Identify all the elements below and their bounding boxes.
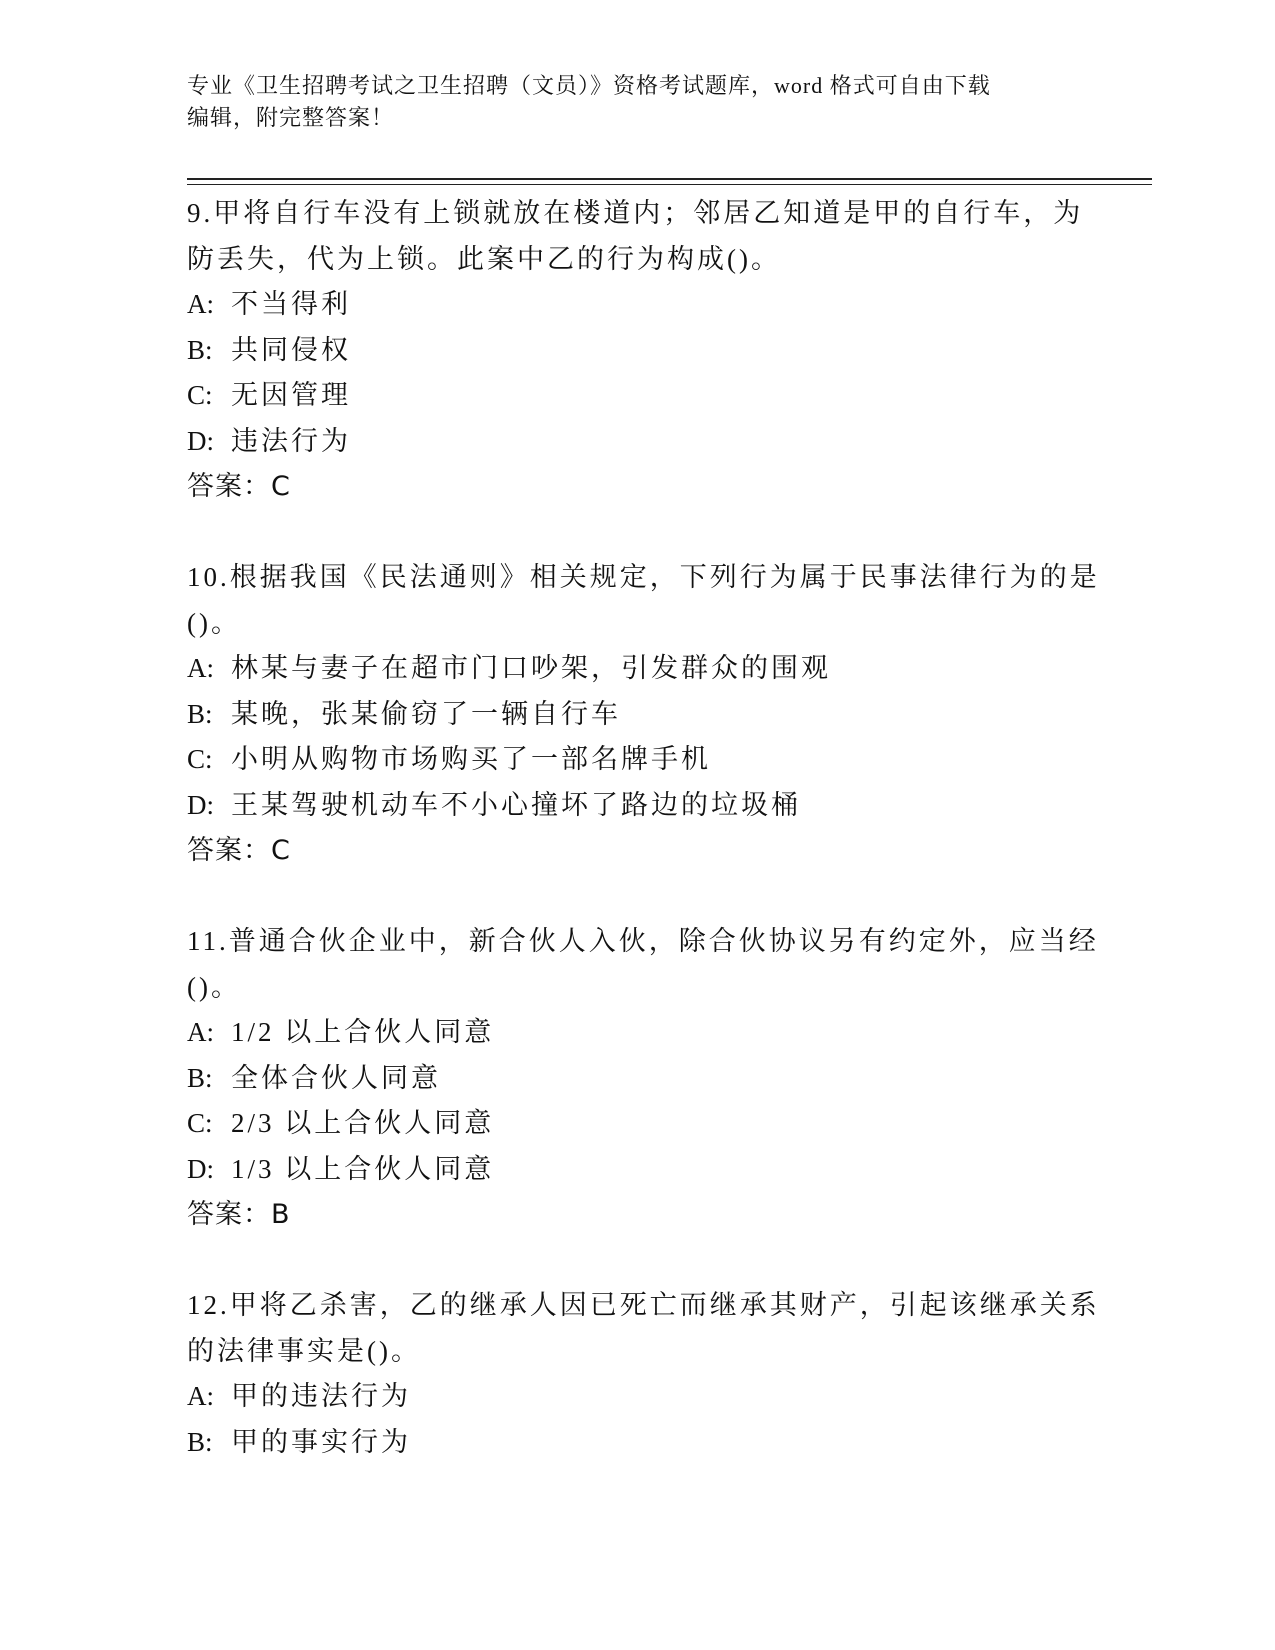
- option-key: A:: [187, 1381, 214, 1411]
- option-c: [187, 1101, 1087, 1147]
- header-divider-thin: [187, 184, 1152, 185]
- question-10: [187, 554, 1100, 874]
- header-line-1: 专业《卫生招聘考试之卫生招聘（文员）》资格考试题库，word 格式可自由下载: [187, 73, 991, 98]
- question-12: [187, 1282, 1100, 1465]
- option-text: 1/3 以上合伙人同意: [231, 1153, 495, 1184]
- option-b: [187, 328, 1087, 374]
- option-text: 无因管理: [231, 380, 351, 410]
- option-d: [187, 783, 1087, 829]
- question-text-line: 的法律事实是()。: [187, 1336, 421, 1366]
- question-text-line: 12.甲将乙杀害，乙的继承人因已死亡而继承其财产，引起该继承关系: [187, 1290, 1100, 1320]
- option-key: C:: [187, 380, 213, 410]
- option-key: D:: [187, 1153, 214, 1184]
- option-b: [187, 692, 1087, 738]
- option-d: [187, 1147, 1087, 1193]
- question-9: [187, 190, 1087, 510]
- option-text: 共同侵权: [231, 334, 351, 365]
- option-text: 小明从购物市场购买了一部名牌手机: [231, 744, 711, 774]
- option-text: 不当得利: [231, 289, 351, 319]
- document-header: [187, 70, 1067, 134]
- option-text: 全体合伙人同意: [231, 1062, 441, 1093]
- question-text-line: ()。: [187, 608, 241, 638]
- option-c: [187, 373, 1087, 419]
- question-list: [187, 190, 1100, 1509]
- option-text: 甲的事实行为: [231, 1426, 411, 1457]
- question-11: [187, 918, 1099, 1238]
- question-text-line: 10.根据我国《民法通则》相关规定，下列行为属于民事法律行为的是: [187, 562, 1100, 592]
- option-c: [187, 737, 1087, 783]
- option-key: D:: [187, 425, 214, 456]
- option-text: 林某与妻子在超市门口吵架，引发群众的围观: [231, 653, 831, 683]
- option-key: B:: [187, 1062, 213, 1093]
- option-key: C:: [187, 1108, 213, 1138]
- option-b: [187, 1056, 1087, 1102]
- header-divider-thick: [187, 178, 1152, 180]
- option-text: 王某驾驶机动车不小心撞坏了路边的垃圾桶: [231, 789, 801, 820]
- option-b: [187, 1420, 1087, 1466]
- answer-line: 答案：B: [187, 1199, 291, 1230]
- option-a: [187, 1374, 1087, 1420]
- option-text: 甲的违法行为: [231, 1381, 411, 1411]
- question-text-line: 11.普通合伙企业中，新合伙人入伙，除合伙协议另有约定外，应当经: [187, 926, 1099, 956]
- option-key: D:: [187, 789, 214, 820]
- option-key: C:: [187, 744, 213, 774]
- option-key: A:: [187, 1017, 214, 1047]
- option-a: [187, 282, 1087, 328]
- option-key: B:: [187, 698, 213, 729]
- question-text-line: 防丢失，代为上锁。此案中乙的行为构成()。: [187, 244, 781, 274]
- header-line-2: 编辑，附完整答案！: [187, 105, 395, 130]
- option-text: 某晚，张某偷窃了一辆自行车: [231, 698, 621, 729]
- option-a: [187, 646, 1087, 692]
- answer-line: 答案：C: [187, 835, 291, 866]
- option-key: A:: [187, 289, 214, 319]
- option-text: 2/3 以上合伙人同意: [231, 1108, 495, 1138]
- option-text: 违法行为: [231, 425, 351, 456]
- option-a: [187, 1010, 1087, 1056]
- question-text-line: ()。: [187, 972, 241, 1002]
- answer-line: 答案：C: [187, 471, 291, 502]
- option-key: A:: [187, 653, 214, 683]
- option-text: 1/2 以上合伙人同意: [231, 1017, 495, 1047]
- option-d: [187, 419, 1087, 465]
- option-key: B:: [187, 1426, 213, 1457]
- question-text-line: 9.甲将自行车没有上锁就放在楼道内；邻居乙知道是甲的自行车，为: [187, 198, 1084, 228]
- option-key: B:: [187, 334, 213, 365]
